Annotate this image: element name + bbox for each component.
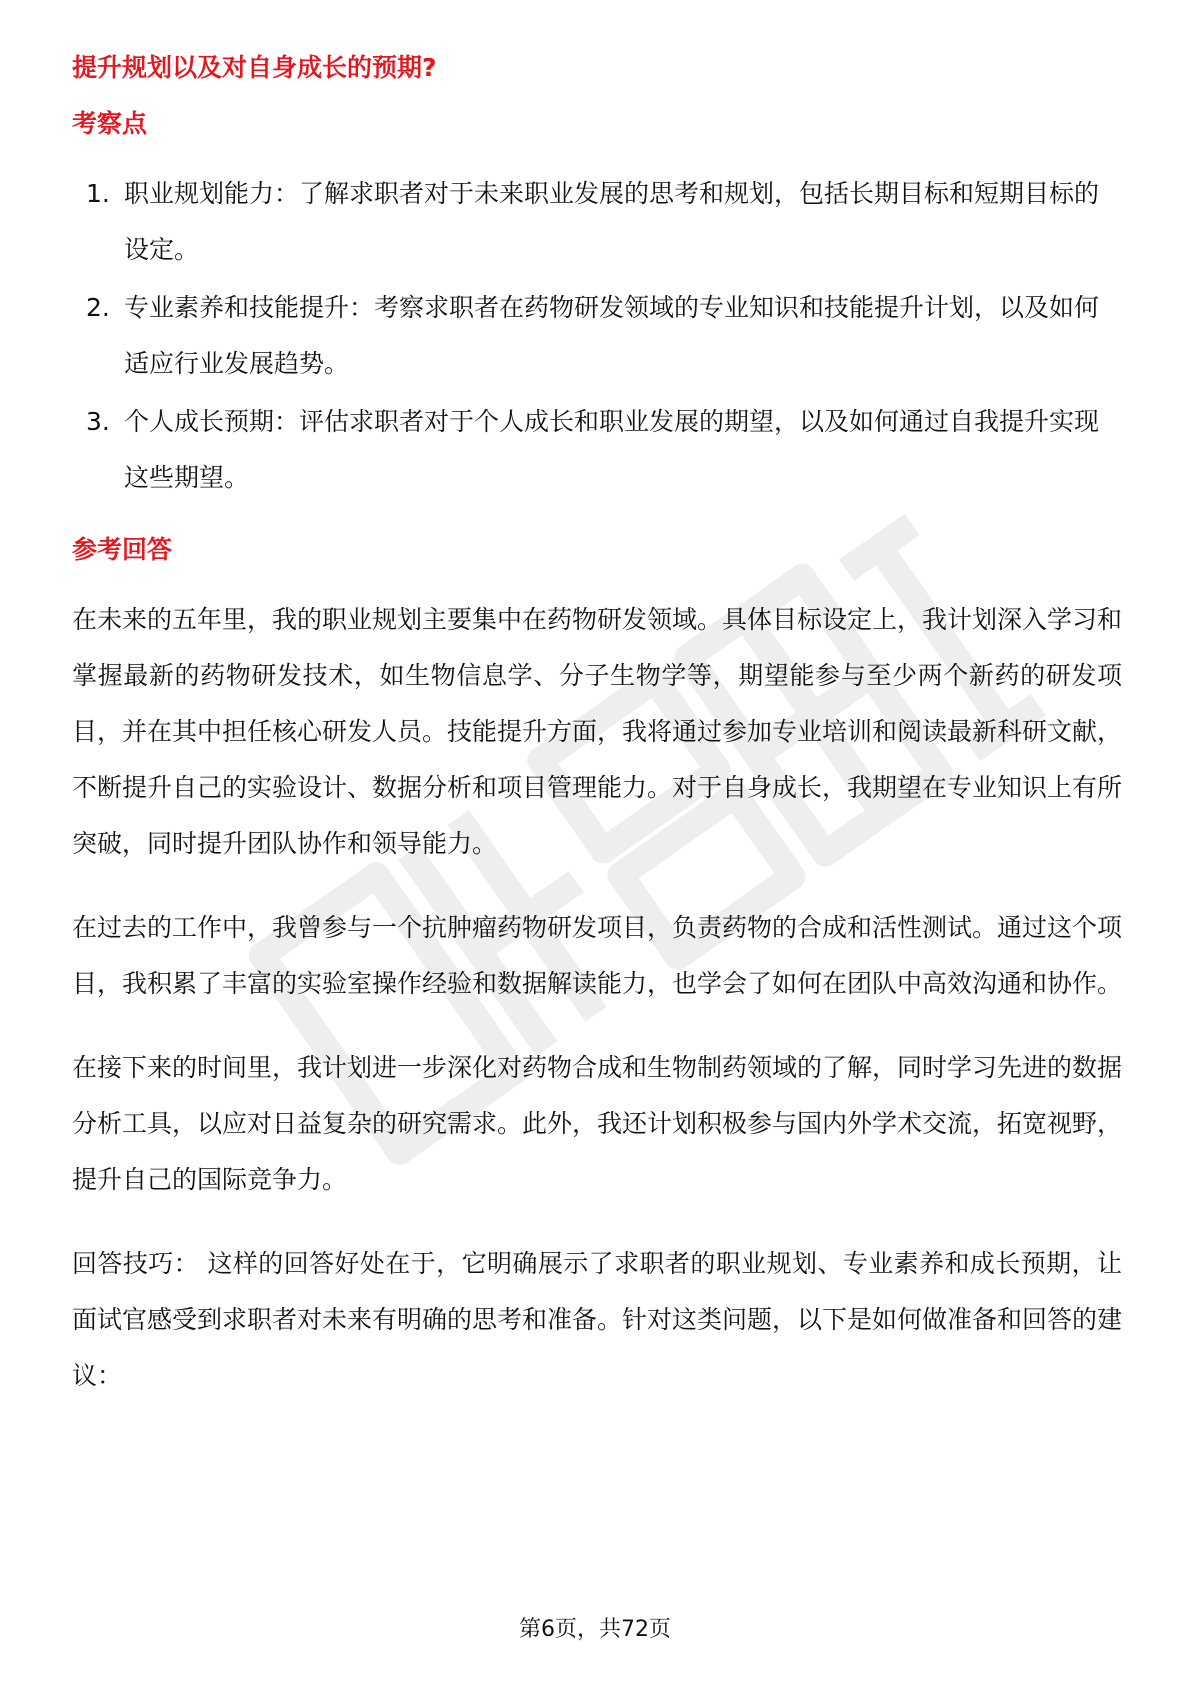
points-list — [72, 166, 1122, 506]
list-item-number: 2. — [86, 293, 110, 322]
page-number: 第6页，共72页 — [519, 1617, 671, 1642]
content — [72, 48, 1122, 1432]
list-item-text: 个人成长预期：评估求职者对于个人成长和职业发展的期望，以及如何通过自我提升实现这些期望。 — [124, 407, 1100, 492]
answer-paragraph: 在未来的五年里，我的职业规划主要集中在药物研发领域。具体目标设定上，我计划深入学习和掌握最新的药物研发技术，如生物信息学、分子生物学等，期望能参与至少两个新药的研发项目，并在其中担任核心研发人员。技能提升方面，我将通过参加专业培训和阅读最新科研文献，不断提升自己的实验设计、数据分析和项目管理能力。对于自身成长，我期望在专业知识上有所突破，同时提升团队协作和领导能力。 — [72, 605, 1123, 858]
answer-paragraph: 在过去的工作中，我曾参与一个抗肿瘤药物研发项目，负责药物的合成和活性测试。通过这个项目，我积累了丰富的实验室操作经验和数据解读能力，也学会了如何在团队中高效沟通和协作。 — [72, 913, 1123, 998]
section-heading-answer: 参考回答 — [72, 535, 173, 564]
list-item-number: 3. — [86, 407, 110, 436]
list-item — [72, 166, 1122, 278]
list-item-number: 1. — [86, 179, 110, 208]
list-item — [72, 394, 1122, 506]
list-item-text: 专业素养和技能提升：考察求职者在药物研发领域的专业知识和技能提升计划，以及如何适应行业发展趋势。 — [124, 293, 1100, 378]
tips-paragraph: 回答技巧： 这样的回答好处在于，它明确展示了求职者的职业规划、专业素养和成长预期，让面试官感受到求职者对未来有明确的思考和准备。针对这类问题，以下是如何做准备和回答的建议： — [72, 1249, 1123, 1390]
answer-paragraph: 在接下来的时间里，我计划进一步深化对药物合成和生物制药领域的了解，同时学习先进的数据分析工具，以应对日益复杂的研究需求。此外，我还计划积极参与国内外学术交流，拓宽视野，提升自己的国际竞争力。 — [72, 1053, 1123, 1194]
question-heading: 提升规划以及对自身成长的预期? — [72, 53, 437, 82]
list-item-text: 职业规划能力：了解求职者对于未来职业发展的思考和规划，包括长期目标和短期目标的设定。 — [124, 179, 1100, 264]
section-heading-points: 考察点 — [72, 109, 148, 138]
list-item — [72, 280, 1122, 392]
